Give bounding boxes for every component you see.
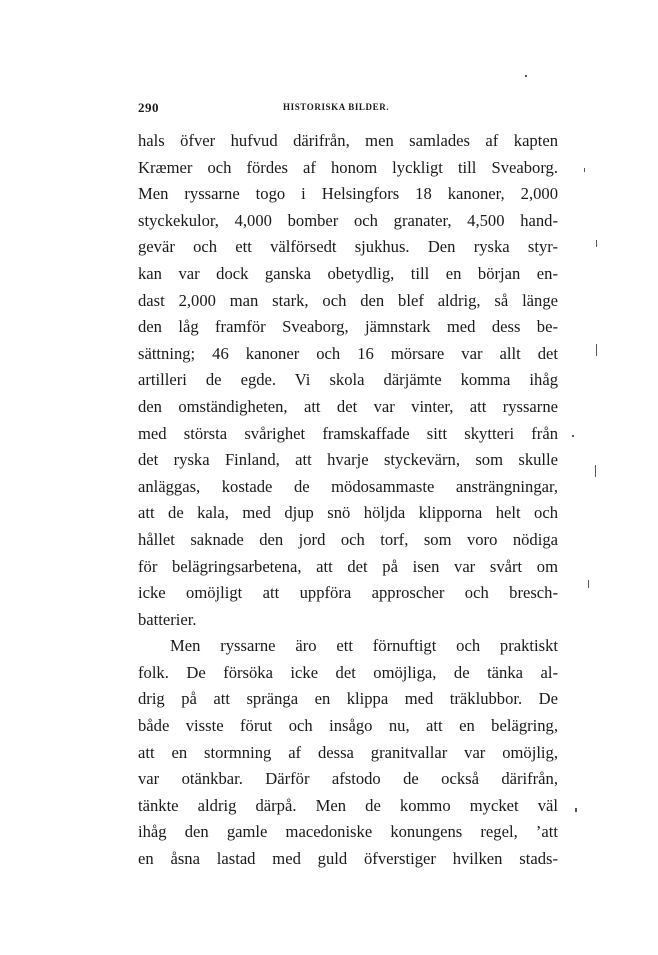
text-line: hals öfver hufvud därifrån, men samlades af kapten [138,131,558,150]
scan-speck [596,344,597,356]
text-line: Men ryssarne togo i Helsingfors 18 kanoner, 2,000 [138,184,558,204]
text-line: hållet saknade den jord och torf, som voro nödiga [138,529,558,549]
text-line: drig på att spränga en klippa med träklubbor. De [138,689,558,709]
scan-speck [525,75,527,77]
text-line: dast 2,000 man stark, och den blef aldrig, så länge [138,290,558,310]
body-text [138,128,558,873]
text-line: för belägringsarbetena, att det på isen var svårt om [138,556,558,576]
paragraph-start-line: Men ryssarne äro ett förnuftigt och praktiskt [170,636,558,656]
page-number: 290 [138,100,159,115]
scan-speck [588,580,589,588]
text-line: att de kala, med djup snö höljda klipporna helt och [138,503,558,523]
text-line: tänkte aldrig därpå. Men de kommo mycket väl [138,795,558,815]
text-line: sättning; 46 kanoner och 16 mörsare var allt det [138,343,558,363]
text-line: att en stormning af dessa granitvallar var omöjlig, [138,742,558,762]
text-line: styckekulor, 4,000 bomber och granater, 4,500 hand- [138,210,558,230]
text-line: den låg framför Sveaborg, jämnstark med dess be- [138,317,558,337]
text-line: folk. De försöka icke det omöjliga, de tänka al- [138,662,558,682]
running-head: HISTORISKA BILDER. [283,102,390,112]
scan-speck [572,435,574,437]
text-line: gevär och ett välförsedt sjukhus. Den ryska styr- [138,237,558,257]
scan-speck [595,465,596,477]
page-header [138,100,556,120]
text-line: med största svårighet framskaffade sitt skytteri från [138,423,558,443]
text-line: batterier. [138,609,197,629]
text-line: det ryska Finland, att hvarje styckevärn, som skulle [138,450,558,470]
text-line: Kræmer och fördes af honom lyckligt till Sveaborg. [138,157,558,177]
text-line: den omständigheten, att det var vinter, att ryssarne [138,396,558,416]
scan-speck [596,240,597,247]
text-line: både visste förut och insågo nu, att en belägring, [138,716,558,736]
text-line: en åsna lastad med guld öfverstiger hvilken stads- [138,849,558,869]
text-line: anläggas, kostade de mödosammaste ansträngningar, [138,476,558,496]
text-line: artilleri de egde. Vi skola därjämte komma ihåg [138,370,558,390]
scan-speck [584,168,585,172]
text-line: icke omöjligt att uppföra approscher och bresch- [138,583,558,603]
scan-speck [575,808,577,812]
text-line: ihåg den gamle macedoniske konungens regel, ’att [138,822,558,842]
text-line: kan var dock ganska obetydlig, till en början en- [138,263,558,283]
text-line: var otänkbar. Därför afstodo de också därifrån, [138,769,558,789]
